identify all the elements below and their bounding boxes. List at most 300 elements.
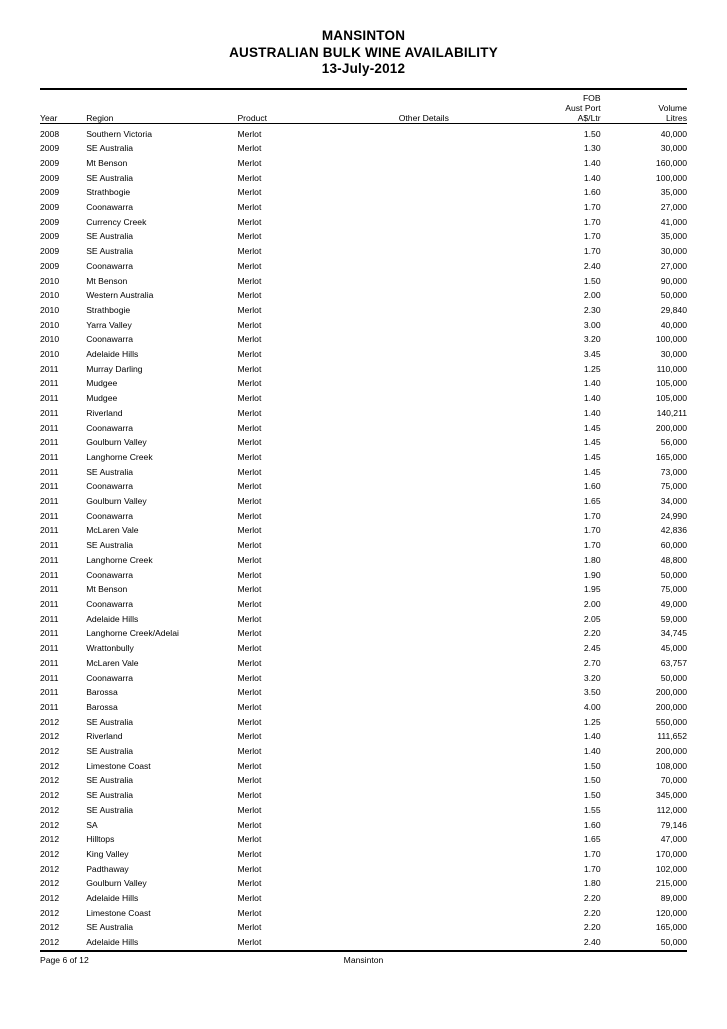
table-row [40,788,687,803]
cell-year: 2009 [40,143,60,154]
cell-volume: 48,800 [660,554,687,565]
cell-product: Merlot [237,819,262,830]
column-header-volume-line2: Litres [665,112,687,123]
cell-other-details [399,479,513,494]
cell-fob: 1.70 [583,510,601,521]
cell-year: 2010 [40,290,60,301]
cell-fob: 3.50 [583,687,601,698]
cell-product: Merlot [237,848,262,859]
cell-year: 2011 [40,525,59,536]
table-row [40,906,687,921]
cell-volume: 34,000 [660,496,687,507]
cell-other-details [399,818,513,833]
table-row [40,450,687,465]
cell-volume: 30,000 [660,246,687,257]
cell-fob: 1.65 [583,834,601,845]
cell-year: 2011 [40,466,59,477]
cell-volume: 345,000 [655,790,687,801]
cell-region: Coonawarra [86,481,134,492]
cell-other-details [399,847,513,862]
cell-product: Merlot [237,687,262,698]
cell-product: Merlot [237,172,262,183]
cell-fob: 1.70 [583,202,601,213]
cell-other-details [399,920,513,935]
cell-region: SE Australia [86,804,134,815]
cell-other-details [399,215,513,230]
cell-region: Limestone Coast [86,907,151,918]
cell-other-details [399,141,513,156]
cell-volume: 50,000 [660,569,687,580]
cell-product: Merlot [237,569,262,580]
cell-other-details [399,803,513,818]
table-row [40,259,687,274]
cell-other-details [399,303,513,318]
table-row [40,641,687,656]
cell-other-details [399,347,513,362]
cell-region: Barossa [86,687,118,698]
cell-fob: 1.80 [583,878,601,889]
cell-other-details [399,171,513,186]
footer-company-name: Mansinton [343,955,384,965]
cell-product: Merlot [237,451,262,462]
cell-year: 2011 [40,584,59,595]
cell-product: Merlot [237,731,262,742]
cell-fob: 3.20 [583,672,601,683]
cell-fob: 1.70 [583,231,601,242]
cell-region: Goulburn Valley [86,496,147,507]
cell-fob: 1.40 [583,378,601,389]
cell-product: Merlot [237,760,262,771]
cell-year: 2011 [40,672,59,683]
cell-product: Merlot [237,422,262,433]
cell-fob: 1.70 [583,525,601,536]
cell-region: SE Australia [86,775,134,786]
cell-volume: 120,000 [655,907,687,918]
cell-product: Merlot [237,907,262,918]
cell-volume: 30,000 [660,349,687,360]
cell-volume: 40,000 [660,319,687,330]
table-row [40,509,687,524]
cell-other-details [399,185,513,200]
cell-year: 2011 [40,496,59,507]
cell-year: 2009 [40,246,60,257]
cell-product: Merlot [237,202,262,213]
cell-product: Merlot [237,804,262,815]
table-row [40,332,687,347]
cell-volume: 27,000 [660,202,687,213]
column-header-fob [513,93,601,124]
cell-other-details [399,450,513,465]
column-header-fob-line3: A$/Ltr [577,112,601,123]
cell-year: 2011 [40,437,59,448]
cell-other-details [399,127,513,142]
cell-year: 2012 [40,775,60,786]
cell-volume: 41,000 [660,216,687,227]
cell-volume: 59,000 [660,613,687,624]
cell-year: 2012 [40,848,60,859]
cell-fob: 3.45 [583,349,601,360]
table-row [40,171,687,186]
cell-product: Merlot [237,878,262,889]
cell-year: 2009 [40,216,60,227]
cell-year: 2011 [40,510,59,521]
table-row [40,582,687,597]
cell-volume: 200,000 [655,422,687,433]
page-footer [40,955,687,965]
cell-year: 2011 [40,378,59,389]
cell-year: 2010 [40,319,60,330]
table-row [40,715,687,730]
cell-volume: 102,000 [655,863,687,874]
cell-other-details [399,332,513,347]
cell-other-details [399,494,513,509]
cell-volume: 165,000 [655,922,687,933]
cell-other-details [399,200,513,215]
cell-year: 2011 [40,599,59,609]
cell-year: 2012 [40,790,60,801]
cell-year: 2011 [40,643,59,654]
cell-other-details [399,935,513,951]
cell-region: Southern Victoria [86,128,152,139]
cell-other-details [399,744,513,759]
cell-year: 2012 [40,907,60,918]
cell-other-details [399,700,513,715]
cell-year: 2012 [40,731,60,742]
cell-volume: 105,000 [655,378,687,389]
cell-product: Merlot [237,628,262,639]
cell-region: McLaren Vale [86,525,139,536]
cell-other-details [399,274,513,289]
cell-year: 2011 [40,613,59,624]
cell-volume: 200,000 [655,746,687,757]
cell-region: SA [86,819,98,830]
cell-fob: 1.70 [583,246,601,257]
cell-region: Coonawarra [86,599,134,609]
table-row [40,185,687,200]
cell-fob: 4.00 [583,701,601,712]
cell-other-details [399,244,513,259]
cell-volume: 27,000 [660,260,687,271]
cell-region: Goulburn Valley [86,878,147,889]
cell-fob: 1.50 [583,275,601,286]
cell-year: 2011 [40,363,59,374]
cell-fob: 1.70 [583,848,601,859]
cell-region: Limestone Coast [86,760,151,771]
cell-region: Wrattonbully [86,643,134,654]
cell-product: Merlot [237,937,262,948]
cell-region: Currency Creek [86,216,147,227]
cell-year: 2011 [40,422,59,433]
cell-product: Merlot [237,319,262,330]
cell-fob: 2.40 [583,260,601,271]
cell-product: Merlot [237,246,262,257]
cell-region: SE Australia [86,716,134,727]
cell-year: 2011 [40,451,59,462]
cell-product: Merlot [237,143,262,154]
table-row [40,920,687,935]
cell-other-details [399,641,513,656]
cell-other-details [399,773,513,788]
cell-year: 2009 [40,231,60,242]
table-row [40,244,687,259]
cell-volume: 200,000 [655,687,687,698]
cell-volume: 550,000 [655,716,687,727]
column-header-product: Product [237,112,268,123]
cell-volume: 165,000 [655,451,687,462]
cell-year: 2011 [40,628,59,639]
table-row [40,523,687,538]
cell-fob: 1.50 [583,760,601,771]
table-row [40,744,687,759]
cell-volume: 90,000 [660,275,687,286]
cell-fob: 2.00 [583,290,601,301]
cell-year: 2011 [40,657,59,668]
cell-product: Merlot [237,304,262,315]
cell-other-details [399,406,513,421]
cell-fob: 1.65 [583,496,601,507]
cell-fob: 3.20 [583,334,601,345]
cell-other-details [399,421,513,436]
cell-fob: 2.20 [583,907,601,918]
cell-year: 2011 [40,540,59,551]
column-header-volume [601,93,687,124]
cell-fob: 1.40 [583,157,601,168]
cell-product: Merlot [237,540,262,551]
cell-region: Coonawarra [86,334,134,345]
cell-volume: 29,840 [660,304,687,315]
cell-other-details [399,788,513,803]
cell-region: Barossa [86,701,118,712]
cell-product: Merlot [237,157,262,168]
cell-product: Merlot [237,834,262,845]
cell-volume: 170,000 [655,848,687,859]
cell-product: Merlot [237,613,262,624]
column-header-fob-line1: FOB [582,92,601,103]
cell-fob: 1.90 [583,569,601,580]
cell-region: Goulburn Valley [86,437,147,448]
cell-other-details [399,759,513,774]
cell-other-details [399,523,513,538]
cell-volume: 30,000 [660,143,687,154]
table-row [40,288,687,303]
cell-other-details [399,656,513,671]
document-date: 13-July-2012 [321,61,406,76]
table-row [40,200,687,215]
cell-volume: 200,000 [655,701,687,712]
table-row [40,391,687,406]
cell-year: 2012 [40,760,60,771]
table-row [40,671,687,686]
cell-volume: 160,000 [655,157,687,168]
cell-fob: 1.45 [583,437,601,448]
cell-fob: 1.45 [583,422,601,433]
cell-other-details [399,876,513,891]
cell-product: Merlot [237,775,262,786]
table-row [40,435,687,450]
cell-volume: 49,000 [660,599,687,609]
table-row [40,274,687,289]
cell-fob: 1.40 [583,746,601,757]
cell-other-details [399,156,513,171]
cell-other-details [399,582,513,597]
cell-fob: 1.80 [583,554,601,565]
cell-region: Hilltops [86,834,115,845]
cell-other-details [399,626,513,641]
cell-fob: 2.40 [583,937,601,948]
cell-region: SE Australia [86,466,134,477]
cell-product: Merlot [237,672,262,683]
cell-volume: 100,000 [655,334,687,345]
table-row [40,847,687,862]
cell-product: Merlot [237,187,262,198]
cell-volume: 75,000 [660,584,687,595]
cell-year: 2010 [40,349,60,360]
cell-region: SE Australia [86,790,134,801]
cell-year: 2012 [40,878,60,889]
cell-region: SE Australia [86,172,134,183]
table-row [40,700,687,715]
cell-fob: 2.20 [583,893,601,904]
cell-year: 2010 [40,304,60,315]
cell-volume: 50,000 [660,290,687,301]
cell-region: Murray Darling [86,363,143,374]
cell-fob: 1.95 [583,584,601,595]
cell-product: Merlot [237,525,262,536]
cell-year: 2010 [40,275,60,286]
cell-other-details [399,318,513,333]
cell-product: Merlot [237,657,262,668]
table-row [40,773,687,788]
table-row [40,876,687,891]
cell-product: Merlot [237,701,262,712]
cell-region: Adelaide Hills [86,613,139,624]
cell-region: Padthaway [86,863,129,874]
cell-volume: 56,000 [660,437,687,448]
cell-other-details [399,538,513,553]
cell-fob: 1.40 [583,172,601,183]
table-row [40,626,687,641]
cell-year: 2009 [40,187,60,198]
cell-other-details [399,509,513,524]
cell-region: Riverland [86,731,123,742]
table-row [40,935,687,951]
cell-region: Coonawarra [86,260,134,271]
cell-year: 2012 [40,863,60,874]
table-row [40,862,687,877]
cell-volume: 215,000 [655,878,687,889]
cell-fob: 1.70 [583,216,601,227]
cell-year: 2009 [40,172,60,183]
cell-product: Merlot [237,716,262,727]
cell-volume: 35,000 [660,187,687,198]
cell-volume: 50,000 [660,937,687,948]
cell-region: Mt Benson [86,157,128,168]
cell-volume: 42,836 [660,525,687,536]
cell-volume: 100,000 [655,172,687,183]
cell-product: Merlot [237,407,262,418]
cell-product: Merlot [237,334,262,345]
cell-volume: 50,000 [660,672,687,683]
cell-year: 2009 [40,202,60,213]
table-row [40,553,687,568]
cell-other-details [399,376,513,391]
table-row [40,759,687,774]
cell-region: Mt Benson [86,275,128,286]
cell-region: Riverland [86,407,123,418]
cell-other-details [399,715,513,730]
cell-other-details [399,229,513,244]
table-row [40,494,687,509]
wine-availability-table [40,88,687,955]
cell-fob: 1.40 [583,407,601,418]
cell-fob: 1.30 [583,143,601,154]
cell-product: Merlot [237,584,262,595]
cell-fob: 1.70 [583,863,601,874]
cell-volume: 70,000 [660,775,687,786]
cell-other-details [399,832,513,847]
footer-page-number: Page 6 of 12 [40,955,89,965]
cell-year: 2008 [40,128,60,139]
table-row [40,465,687,480]
cell-volume: 40,000 [660,128,687,139]
cell-year: 2011 [40,481,59,492]
cell-region: Coonawarra [86,569,134,580]
table-row [40,376,687,391]
cell-volume: 45,000 [660,643,687,654]
cell-year: 2009 [40,157,60,168]
cell-fob: 1.40 [583,393,601,404]
cell-year: 2012 [40,893,60,904]
cell-year: 2011 [40,407,59,418]
cell-product: Merlot [237,599,262,609]
column-header-fob-line2: Aust Port [565,102,601,113]
cell-other-details [399,671,513,686]
cell-year: 2010 [40,334,60,345]
cell-fob: 1.55 [583,804,601,815]
cell-year: 2011 [40,393,59,404]
cell-region: Mt Benson [86,584,128,595]
cell-fob: 2.00 [583,599,601,609]
cell-other-details [399,729,513,744]
cell-other-details [399,597,513,612]
cell-volume: 140,211 [656,407,687,418]
cell-fob: 2.45 [583,643,601,654]
table-row [40,538,687,553]
table-row [40,406,687,421]
cell-fob: 2.70 [583,657,601,668]
cell-fob: 2.30 [583,304,601,315]
table-body [40,127,687,951]
cell-region: SE Australia [86,922,134,933]
cell-other-details [399,465,513,480]
cell-year: 2011 [40,554,59,565]
table-header [40,89,687,127]
table-row [40,156,687,171]
cell-product: Merlot [237,216,262,227]
cell-other-details [399,685,513,700]
cell-year: 2011 [40,569,59,580]
cell-other-details [399,259,513,274]
cell-other-details [399,891,513,906]
cell-volume: 60,000 [660,540,687,551]
table-row [40,362,687,377]
cell-product: Merlot [237,893,262,904]
cell-product: Merlot [237,481,262,492]
cell-year: 2012 [40,746,60,757]
cell-other-details [399,612,513,627]
cell-region: SE Australia [86,540,134,551]
document-header [40,28,687,78]
